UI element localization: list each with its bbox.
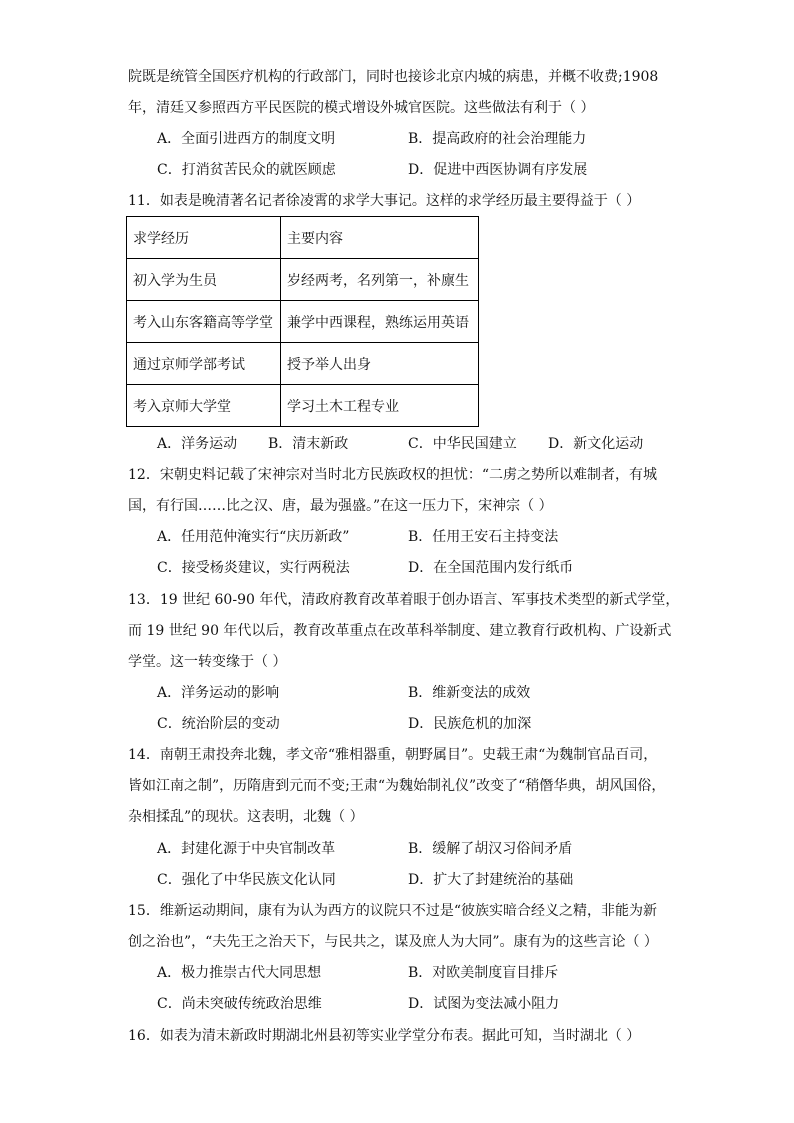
- study-record-table: [126, 216, 479, 427]
- q13-option-a[interactable]: A．洋务运动的影响: [157, 685, 280, 701]
- table-row: [127, 385, 479, 427]
- q11-option-d[interactable]: D．新文化运动: [548, 436, 644, 452]
- q14-option-b[interactable]: B．缓解了胡汉习俗间矛盾: [408, 841, 573, 857]
- q11-option-a[interactable]: A．洋务运动: [157, 436, 238, 452]
- q13-stem-line-1: 13．19 世纪 60-90 年代，清政府教育改革着眼于创办语言、军事技术类型的新式学堂，: [128, 592, 680, 608]
- q13-option-d[interactable]: D．民族危机的加深: [408, 716, 532, 732]
- table-cell: 初入学为生员: [127, 259, 281, 301]
- table-cell: 考入京师大学堂: [127, 385, 281, 427]
- table-cell: 学习土木工程专业: [281, 385, 479, 427]
- q12-stem-line-1: 12．宋朝史料记载了宋神宗对当时北方民族政权的担忧：“二虏之势所以难制者，有城: [128, 467, 657, 483]
- q10-option-c[interactable]: C．打消贫苦民众的就医顾虑: [157, 162, 336, 178]
- table-cell: 授予举人出身: [281, 343, 479, 385]
- q12-option-b[interactable]: B．任用王安石主持变法: [408, 529, 559, 545]
- q12-option-d[interactable]: D．在全国范围内发行纸币: [408, 560, 574, 576]
- table-cell: 考入山东客籍高等学堂: [127, 301, 281, 343]
- q15-option-b[interactable]: B．对欧美制度盲目排斥: [408, 965, 559, 981]
- q13-option-c[interactable]: C．统治阶层的变动: [157, 716, 280, 732]
- q10-stem-line-2: 年，清廷又参照西方平民医院的模式增设外城官医院。这些做法有利于（ ）: [128, 100, 595, 116]
- table-cell: 兼学中西课程，熟练运用英语: [281, 301, 479, 343]
- q10-option-d[interactable]: D．促进中西医协调有序发展: [408, 162, 588, 178]
- q14-stem-line-1: 14．南朝王肃投奔北魏，孝文帝“雅相器重，朝野属目”。史载王肃“为魏制官品百司，: [128, 747, 658, 763]
- table-cell: 通过京师学部考试: [127, 343, 281, 385]
- q14-stem-line-3: 杂相揉乱”的现状。这表明，北魏（ ）: [128, 809, 364, 825]
- table-row: [127, 343, 479, 385]
- q14-option-d[interactable]: D．扩大了封建统治的基础: [408, 872, 574, 888]
- table-row: [127, 259, 479, 301]
- table-header-cell: 主要内容: [281, 217, 479, 259]
- q11-stem: 11．如表是晚清著名记者徐凌霄的求学大事记。这样的求学经历最主要得益于（ ）: [128, 193, 641, 209]
- q15-stem-line-2: 创之治也”，“夫先王之治天下，与民共之，谋及庶人为大同”。康有为的这些言论（ ）: [128, 934, 658, 950]
- table-header-cell: 求学经历: [127, 217, 281, 259]
- q10-option-b[interactable]: B．提高政府的社会治理能力: [408, 131, 587, 147]
- q15-option-c[interactable]: C．尚未突破传统政治思维: [157, 996, 322, 1012]
- q15-stem-line-1: 15．维新运动期间，康有为认为西方的议院只不过是“彼族实暗合经义之精，非能为新: [128, 903, 657, 919]
- q13-stem-line-2: 而 19 世纪 90 年代以后，教育改革重点在改革科举制度、建立教育行政机构、广设新式: [128, 623, 672, 639]
- table-cell: 岁经两考，名列第一，补廪生: [281, 259, 479, 301]
- q12-option-a[interactable]: A．任用范仲淹实行“庆历新政”: [157, 529, 350, 545]
- q11-option-b[interactable]: B．清末新政: [268, 436, 349, 452]
- q14-stem-line-2: 皆如江南之制”，历隋唐到元而不变;王肃“为魏始制礼仪”改变了“稍僭华典，胡风国俗，: [128, 778, 666, 794]
- q13-stem-line-3: 学堂。这一转变缘于（ ）: [128, 654, 287, 670]
- table-row: [127, 301, 479, 343]
- q10-stem-line-1: 院既是统管全国医疗机构的行政部门，同时也接诊北京内城的病患，并概不收费;1908: [128, 69, 659, 85]
- q12-stem-line-2: 国，有行国……比之汉、唐，最为强盛。”在这一压力下，宋神宗（ ）: [128, 498, 553, 514]
- q12-option-c[interactable]: C．接受杨炎建议，实行两税法: [157, 560, 350, 576]
- q11-option-c[interactable]: C．中华民国建立: [408, 436, 517, 452]
- q15-option-d[interactable]: D．试图为变法减小阻力: [408, 996, 560, 1012]
- table-header-row: [127, 217, 479, 259]
- q10-option-a[interactable]: A．全面引进西方的制度文明: [157, 131, 336, 147]
- q15-option-a[interactable]: A．极力推崇古代大同思想: [157, 965, 322, 981]
- q13-option-b[interactable]: B．维新变法的成效: [408, 685, 531, 701]
- q14-option-a[interactable]: A．封建化源于中央官制改革: [157, 841, 336, 857]
- q14-option-c[interactable]: C．强化了中华民族文化认同: [157, 872, 336, 888]
- q16-stem: 16．如表为清末新政时期湖北州县初等实业学堂分布表。据此可知，当时湖北（ ）: [128, 1028, 641, 1044]
